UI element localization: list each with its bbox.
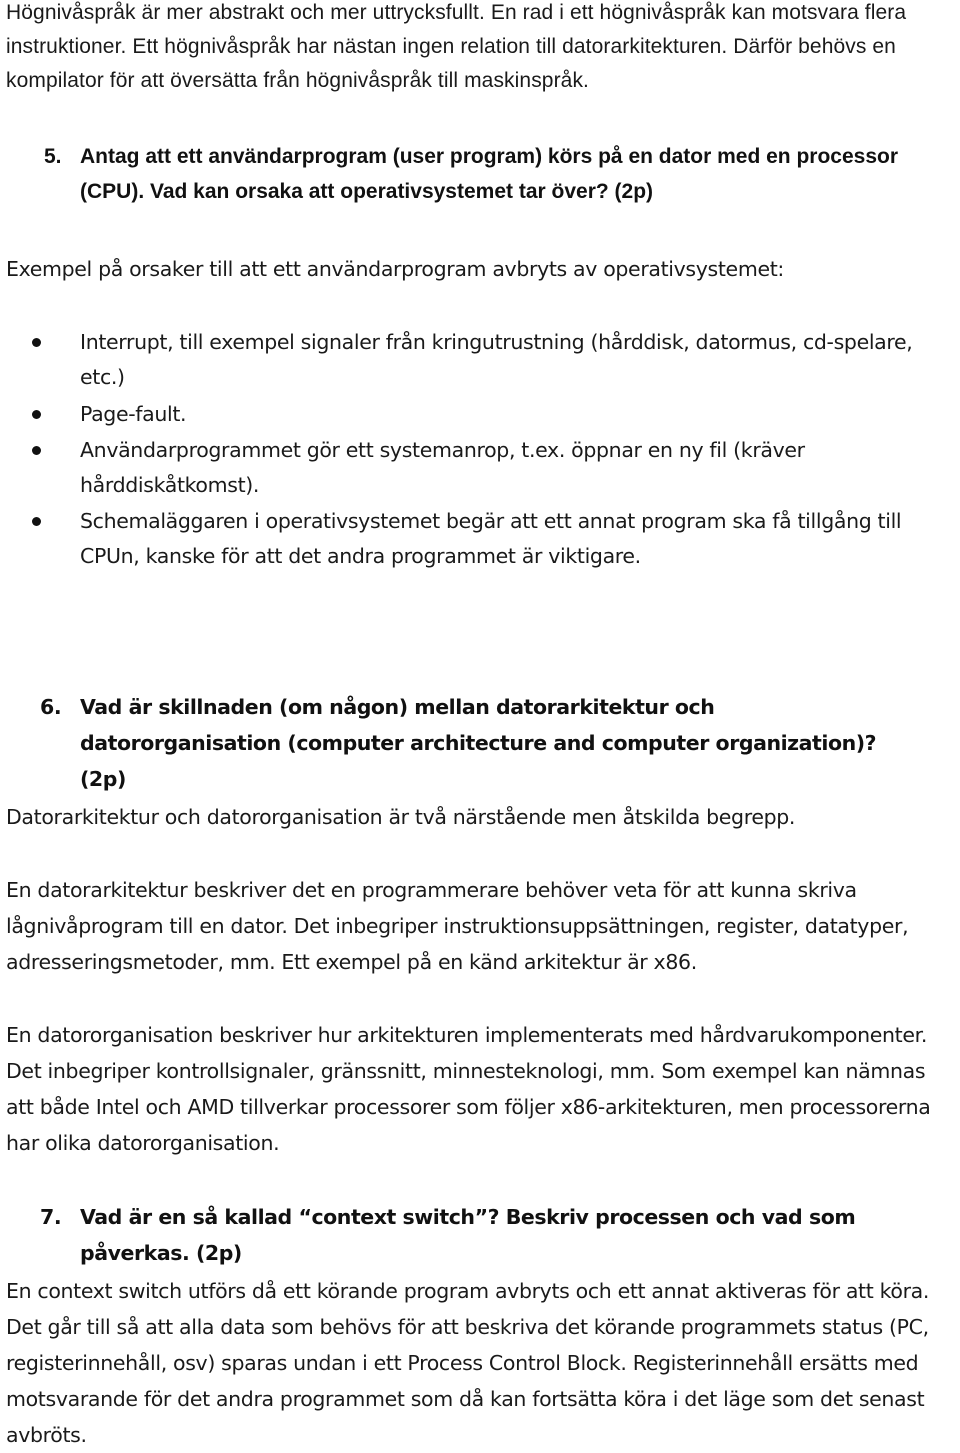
bullet-icon (32, 517, 41, 526)
question-5-text: Antag att ett användarprogram (user program) körs på en dator med en processor (CPU). Vad kan orsaka att operativsystemet tar över? (2p) (80, 145, 899, 203)
question-6-text: Vad är skillnaden (om någon) mellan datorarkitektur och datororganisation (computer architecture and computer organization)? (2p) (80, 695, 877, 791)
list-item (6, 325, 950, 395)
question-7 (40, 1199, 960, 1271)
intro-paragraph: Högnivåspråk är mer abstrakt och mer uttrycksfullt. En rad i ett högnivåspråk kan motsvara flera instruktioner. Ett högnivåspråk har nästan ingen relation till datorarkitekturen. Därför behövs en kompilator för att översätta från högnivåspråk till maskinspråk. (6, 1, 907, 92)
question-7-text: Vad är en så kallad “context switch”? Beskriv processen och vad som påverkas. (2p) (80, 1205, 856, 1265)
question-6-number: 6. (40, 695, 62, 719)
question-6-paragraph-3: En datororganisation beskriver hur arkitekturen implementerats med hårdvarukomponenter. Det inbegriper kontrollsignaler, gränssnitt, minnesteknologi, mm. Som exempel kan nämnas att både Intel och AMD tillverkar processorer som följer x86-arkitekturen, men processorerna har olika datororganisation. (6, 1023, 931, 1155)
list-item-text: Schemaläggaren i operativsystemet begär att ett annat program ska få tillgång till CPUn, kanske för att det andra programmet är viktigare. (80, 509, 902, 568)
bullet-icon (32, 446, 41, 455)
list-item (6, 433, 870, 503)
question-6 (40, 689, 920, 797)
bullet-icon (32, 410, 41, 419)
question-7-paragraph-1: En context switch utförs då ett körande program avbryts och ett annat aktiveras för att köra. Det går till så att alla data som behövs för att beskriva det körande programmets status (PC, registerinnehåll, osv) sparas undan i ett Process Control Block. Registerinnehåll ersätts med motsvarande för det andra programmet som då kan fortsätta köra i det läge som det senast avbröts. (6, 1279, 930, 1447)
list-item-text: Interrupt, till exempel signaler från kringutrustning (hårddisk, datormus, cd-spelare, etc.) (80, 330, 913, 389)
causes-list (6, 325, 950, 574)
question-5-number: 5. (44, 145, 62, 168)
question-6-paragraph-2: En datorarkitektur beskriver det en programmerare behöver veta för att kunna skriva lågnivåprogram till en dator. Det inbegriper instruktionsuppsättningen, register, datatyper, adresseringsmetoder, mm. Ett exempel på en känd arkitektur är x86. (6, 878, 909, 974)
question-7-number: 7. (40, 1205, 62, 1229)
list-item-text: Page-fault. (80, 402, 187, 426)
list-item (6, 397, 950, 432)
question-6-paragraph-1: Datorarkitektur och datororganisation är två närstående men åtskilda begrepp. (6, 805, 796, 829)
question-5-lead: Exempel på orsaker till att ett användarprogram avbryts av operativsystemet: (6, 257, 784, 281)
list-item-text: Användarprogrammet gör ett systemanrop, t.ex. öppnar en ny fil (kräver hårddiskåtkomst). (80, 438, 805, 497)
question-5 (44, 139, 924, 209)
bullet-icon (32, 338, 41, 347)
list-item (6, 504, 950, 574)
